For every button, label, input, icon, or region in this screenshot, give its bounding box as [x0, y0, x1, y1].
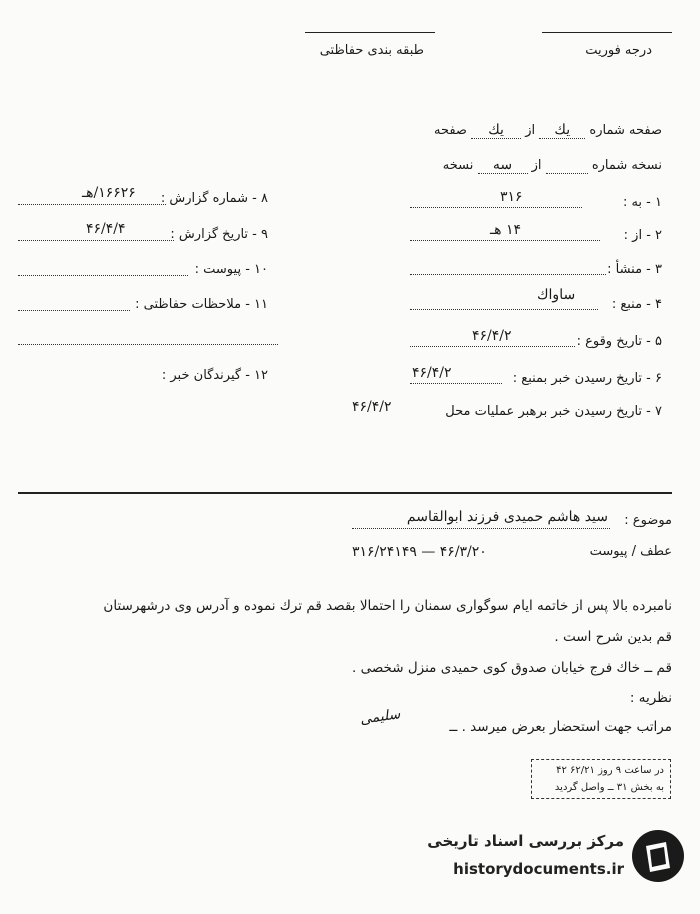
field-source-receipt-value: ۴۶/۴/۲ — [412, 365, 452, 381]
field-origin-label: ۳ - منشأ : — [607, 262, 662, 277]
field-from-value: ۱۴ هـ — [490, 222, 521, 238]
archive-logo-icon — [630, 828, 686, 884]
field-to-value: ۳۱۶ — [500, 189, 523, 205]
field-report-number-line — [18, 204, 166, 205]
subject-label: موضوع : — [624, 513, 672, 528]
signature: سلیمی — [359, 706, 402, 728]
classification-label: طبقه بندی حفاظتی — [319, 43, 424, 58]
field-report-number-value: ۱۶۶۲۶/هـ — [82, 185, 136, 201]
field-to-line — [410, 207, 582, 208]
field-from-label: ۲ - از : — [623, 228, 662, 243]
field-attachment-line — [18, 275, 188, 276]
copy-from-label: از — [531, 158, 542, 173]
field-from-line — [410, 240, 600, 241]
page-number-value: یك — [539, 122, 585, 139]
body-line-2: قم بدین شرح است . — [554, 629, 672, 645]
field-event-date-line — [410, 346, 575, 347]
field-source-receipt-line — [410, 383, 502, 384]
field-leader-receipt-label: ۷ - تاریخ رسیدن خبر برهبر عملیات محل — [445, 404, 662, 419]
field-security-notes-line-2 — [18, 344, 278, 345]
classification-line — [305, 32, 435, 33]
watermark — [410, 822, 690, 894]
field-security-notes-line — [18, 310, 130, 311]
subject-value: سید هاشم حمیدی فرزند ابوالقاسم — [406, 509, 608, 525]
copy-line-label: نسخه شماره — [591, 158, 662, 173]
field-event-date-label: ۵ - تاریخ وقوع : — [576, 334, 662, 349]
field-origin-line — [410, 274, 606, 275]
field-source-value: ساواك — [537, 287, 576, 303]
field-report-date-value: ۴۶/۴/۴ — [86, 221, 126, 237]
copy-word: نسخه — [442, 158, 474, 173]
field-leader-receipt-value: ۴۶/۴/۲ — [352, 399, 392, 415]
body-line-1: نامبرده بالا پس از خاتمه ایام سوگواری سمنان را احتمالا بقصد قم ترك نموده و آدرس وی درشهرستان — [103, 598, 672, 614]
section-divider — [18, 492, 672, 494]
page-total-value: یك — [471, 122, 521, 139]
field-report-date-line — [18, 240, 174, 241]
field-event-date-value: ۴۶/۴/۲ — [472, 328, 512, 344]
stamp-line-2: به بخش ۳۱ ــ واصل گردید — [554, 782, 664, 793]
page-word: صفحه — [433, 123, 467, 138]
subject-line — [352, 528, 610, 529]
stamp-line-1: در ساعت ۹ روز ۶۲/۲۱ ۴۲ — [556, 765, 664, 776]
field-source-label: ۴ - منبع : — [611, 297, 662, 312]
field-attachment-label: ۱۰ - پیوست : — [194, 262, 268, 277]
copy-number-value — [546, 158, 588, 174]
opinion-label: نظریه : — [629, 690, 672, 706]
field-source-receipt-label: ۶ - تاریخ رسیدن خبر بمنبع : — [512, 371, 662, 386]
page-from-label: از — [525, 123, 536, 138]
body-line-3: قم ــ خاك فرج خیابان صدوق كوی حمیدی منزل شخصی . — [351, 660, 672, 676]
page-number-line — [434, 122, 662, 139]
field-source-line — [410, 309, 598, 310]
receipt-stamp — [531, 759, 671, 799]
urgency-line — [542, 32, 672, 33]
field-report-number-label: ۸ - شماره گزارش : — [160, 191, 268, 206]
field-report-date-label: ۹ - تاریخ گزارش : — [170, 227, 268, 242]
reference-label: عطف / پیوست — [589, 544, 672, 559]
copy-total-value: سه — [478, 157, 528, 174]
watermark-title: مرکز بررسی اسناد تاریخی — [427, 832, 624, 850]
urgency-label: درجه فوریت — [585, 43, 652, 58]
field-to-label: ۱ - به : — [622, 195, 662, 210]
copy-number-line — [443, 157, 662, 174]
watermark-url: historydocuments.ir — [453, 860, 624, 878]
page-line-label: صفحه شماره — [589, 123, 662, 138]
closing-line: مراتب جهت استحضار بعرض میرسد . ــ — [449, 719, 672, 735]
field-security-notes-label: ۱۱ - ملاحظات حفاظتی : — [135, 297, 268, 312]
reference-value: ۴۶/۳/۲۰ — ۳۱۶/۲۴۱۴۹ — [352, 544, 487, 560]
field-recipients-label: ۱۲ - گیرندگان خبر : — [161, 368, 268, 383]
